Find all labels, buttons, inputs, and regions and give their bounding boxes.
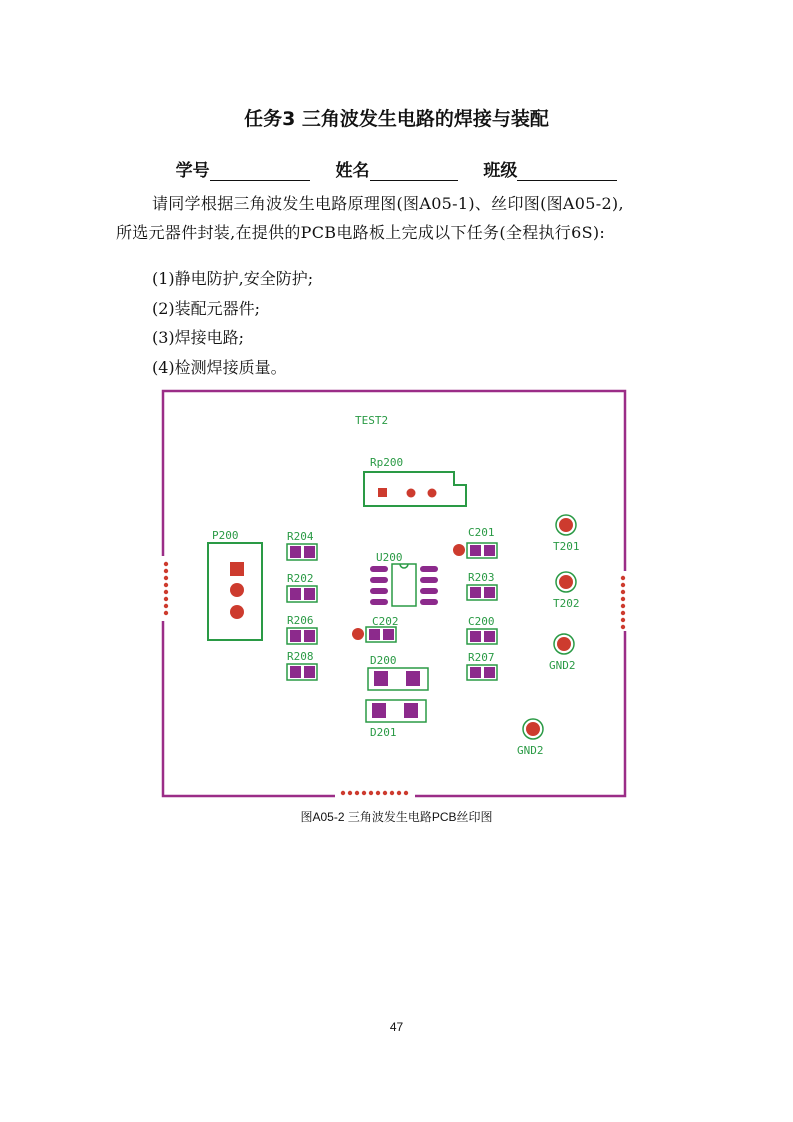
class-field[interactable]: 班级	[483, 156, 617, 181]
c201-footprint	[453, 526, 497, 558]
svg-text:C202: C202	[372, 615, 399, 628]
rp200-pad	[378, 488, 387, 497]
right-edge-connector	[621, 576, 625, 629]
svg-text:T202: T202	[553, 597, 580, 610]
svg-text:C201: C201	[468, 526, 495, 539]
name-field[interactable]: 姓名	[336, 156, 458, 181]
t201-testpoint	[553, 515, 580, 553]
svg-text:D201: D201	[370, 726, 397, 739]
svg-text:R207: R207	[468, 651, 495, 664]
u200-footprint	[370, 564, 438, 606]
u200-label: U200	[376, 551, 403, 564]
svg-text:GND2: GND2	[549, 659, 576, 672]
svg-text:T201: T201	[553, 540, 580, 553]
r203-footprint	[467, 571, 497, 600]
svg-text:R202: R202	[287, 572, 314, 585]
r206-footprint	[287, 614, 317, 644]
task-item: (3)焊接电路;	[152, 328, 245, 347]
rp200-pad	[428, 489, 437, 498]
svg-text:C200: C200	[468, 615, 495, 628]
p200-label: P200	[212, 529, 239, 542]
gnd2-testpoint	[549, 634, 576, 672]
d201-footprint	[366, 700, 426, 739]
intro-paragraph	[118, 189, 708, 247]
svg-text:R203: R203	[468, 571, 495, 584]
student-id-blank[interactable]	[210, 163, 310, 181]
page-number: 47	[389, 1020, 404, 1034]
p200-pad	[230, 583, 244, 597]
r204-footprint	[287, 530, 317, 560]
page-title: 任务3 三角波发生电路的焊接与装配	[244, 108, 549, 130]
svg-text:R208: R208	[287, 650, 314, 663]
r202-footprint	[287, 572, 317, 602]
d200-footprint	[368, 654, 428, 690]
r208-footprint	[287, 650, 317, 680]
svg-text:GND2: GND2	[517, 744, 544, 757]
task-item: (1)静电防护,安全防护;	[152, 269, 314, 288]
c202-footprint	[352, 615, 399, 642]
p200-pad	[230, 562, 244, 576]
pcb-silkscreen-figure	[160, 388, 633, 801]
test2-label: TEST2	[355, 414, 389, 427]
rp200-pad	[407, 489, 416, 498]
student-info-fields	[0, 156, 793, 181]
intro-line-2: 所选元器件封装,在提供的PCB电路板上完成以下任务(全程执行6S):	[116, 223, 606, 242]
svg-text:R204: R204	[287, 530, 314, 543]
figure-caption: 图A05-2 三角波发生电路PCB丝印图	[300, 810, 493, 824]
intro-line-1: 请同学根据三角波发生电路原理图(图A05-1)、丝印图(图A05-2),	[152, 194, 624, 213]
gnd2-testpoint	[517, 719, 544, 757]
task-item: (4)检测焊接质量。	[152, 357, 287, 377]
rp200-label: Rp200	[370, 456, 404, 469]
left-edge-connector	[164, 562, 168, 615]
svg-text:D200: D200	[370, 654, 397, 667]
task-list	[152, 264, 313, 382]
p200-pad	[230, 605, 244, 619]
bottom-edge-connector	[341, 791, 408, 795]
class-blank[interactable]	[517, 163, 617, 181]
c200-footprint	[467, 615, 497, 644]
r207-footprint	[467, 651, 497, 680]
name-blank[interactable]	[370, 163, 458, 181]
task-item: (2)装配元器件;	[152, 298, 261, 318]
t202-testpoint	[553, 572, 580, 610]
svg-text:R206: R206	[287, 614, 314, 627]
student-id-field[interactable]: 学号	[176, 156, 310, 181]
